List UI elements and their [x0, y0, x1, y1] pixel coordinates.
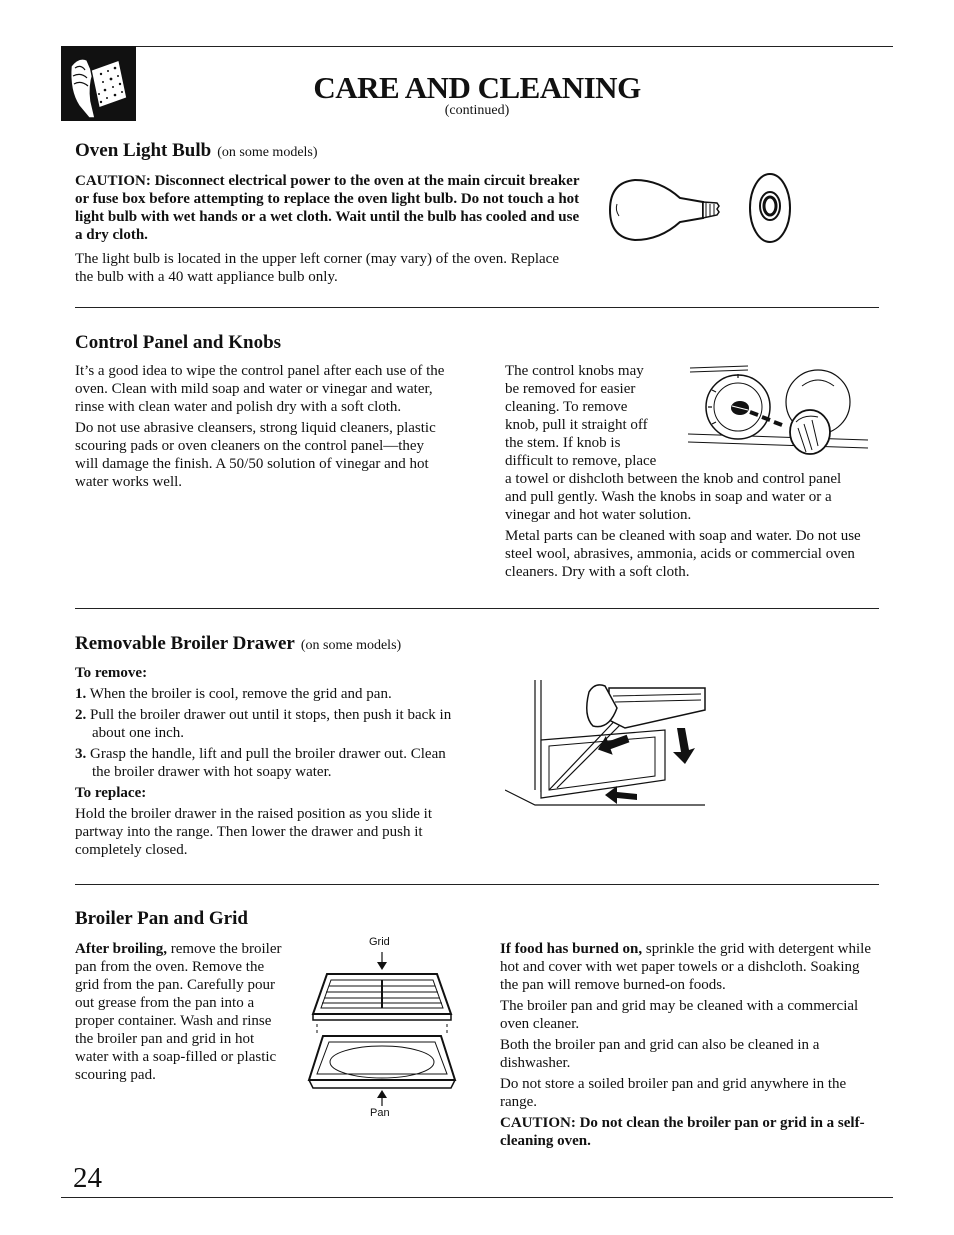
broiler-drawer-text: [75, 664, 455, 859]
broiler-drawer-heading: Removable Broiler Drawer (on some models): [75, 633, 402, 654]
metal-parts-paragraph: Metal parts can be cleaned with soap and water. Do not use steel wool, abrasives, ammonia, acids or commercial oven cleaners. Dry with a soft cloth.: [505, 528, 861, 580]
section-divider-3: [75, 884, 879, 885]
knob-line: difficult to remove, place: [505, 453, 657, 469]
to-remove-label: To remove:: [75, 665, 148, 681]
page-number: 24: [73, 1162, 102, 1194]
control-panel-paragraph: Do not use abrasive cleansers, strong liquid cleaners, plastic scouring pads or oven cleaners on the control panel—they will damage the finish. A 50/50 solution of vinegar and hot water works well.: [75, 420, 436, 490]
bottom-rule: [61, 1197, 893, 1198]
knob-paragraph: a towel or dishcloth between the knob and control panel and pull gently. Wash the knobs in soap and water or a vinegar and hot water solution.: [505, 471, 842, 523]
dishwasher-paragraph: Both the broiler pan and grid can also be cleaned in a dishwasher.: [500, 1037, 820, 1071]
broiler-pan-left-text: After broiling, remove the broiler pan from the oven. Remove the grid from the pan. Carefully pour out grease from the pan into a proper container. Wash and rinse the broiler pan and grid in hot water with a soap-filled or plastic scouring pad.: [75, 941, 282, 1083]
control-panel-heading: Control Panel and Knobs: [75, 332, 282, 353]
control-panel-paragraph: It’s a good idea to wipe the control panel after each use of the oven. Clean with mild soap and water or vinegar and water, rinse with clean water and polish dry with a soft cloth.: [75, 363, 445, 415]
page-subtitle: (continued): [444, 103, 510, 118]
oven-light-heading: Oven Light Bulb (on some models): [75, 140, 318, 161]
knob-illustration: [688, 362, 873, 467]
control-knobs-text-wrapped: [505, 362, 695, 470]
page-title: CARE AND CLEANING: [313, 70, 641, 105]
remove-step: 3. Grasp the handle, lift and pull the broiler drawer out. Clean the broiler drawer with hot soapy water.: [75, 746, 446, 780]
light-bulb-illustration: [605, 170, 805, 250]
oven-light-text: The light bulb is located in the upper left corner (may vary) of the oven. Replace the bulb with a 40 watt appliance bulb only.: [75, 251, 559, 285]
broiler-pan-grid-illustration: [305, 950, 460, 1108]
section-divider-2: [75, 608, 879, 609]
control-panel-left-text: [75, 362, 450, 491]
broiler-pan-right-text: [500, 940, 880, 1150]
broiler-pan-heading: Broiler Pan and Grid: [75, 908, 248, 929]
to-replace-label: To replace:: [75, 785, 147, 801]
knob-line: The control knobs may: [505, 363, 644, 379]
burned-on-paragraph: If food has burned on, sprinkle the grid with detergent while hot and cover with wet paper towels or a dishcloth. Soaking the pan will remove burned-on foods.: [500, 941, 871, 993]
pan-label: Pan: [370, 1107, 390, 1119]
broiler-drawer-illustration: [505, 680, 715, 810]
section-divider-1: [75, 307, 879, 308]
knob-line: the stem. If knob is: [505, 435, 621, 451]
knob-line: be removed for easier: [505, 381, 636, 397]
knob-line: cleaning. To remove: [505, 399, 628, 415]
replace-paragraph: Hold the broiler drawer in the raised position as you slide it partway into the range. Then lower the drawer and push it completely closed.: [75, 806, 433, 858]
remove-step: 1. When the broiler is cool, remove the grid and pan.: [75, 686, 392, 702]
knob-line: knob, pull it straight off: [505, 417, 648, 433]
oven-light-section: [75, 140, 580, 286]
control-knobs-text: [505, 470, 865, 581]
storage-paragraph: Do not store a soiled broiler pan and grid anywhere in the range.: [500, 1076, 847, 1110]
grid-label: Grid: [369, 936, 390, 948]
top-rule: [61, 46, 893, 47]
oven-light-caution: CAUTION: Disconnect electrical power to the oven at the main circuit breaker or fuse box before attempting to replace the oven light bulb. Do not touch a hot light bulb with wet hands or a wet cloth. Wait until the bulb has cooled and use a dry cloth.: [75, 173, 580, 243]
remove-step: 2. Pull the broiler drawer out until it stops, then push it back in about one inch.: [75, 707, 452, 741]
oven-cleaner-paragraph: The broiler pan and grid may be cleaned with a commercial oven cleaner.: [500, 998, 859, 1032]
self-clean-caution: CAUTION: Do not clean the broiler pan or grid in a self-cleaning oven.: [500, 1115, 865, 1149]
